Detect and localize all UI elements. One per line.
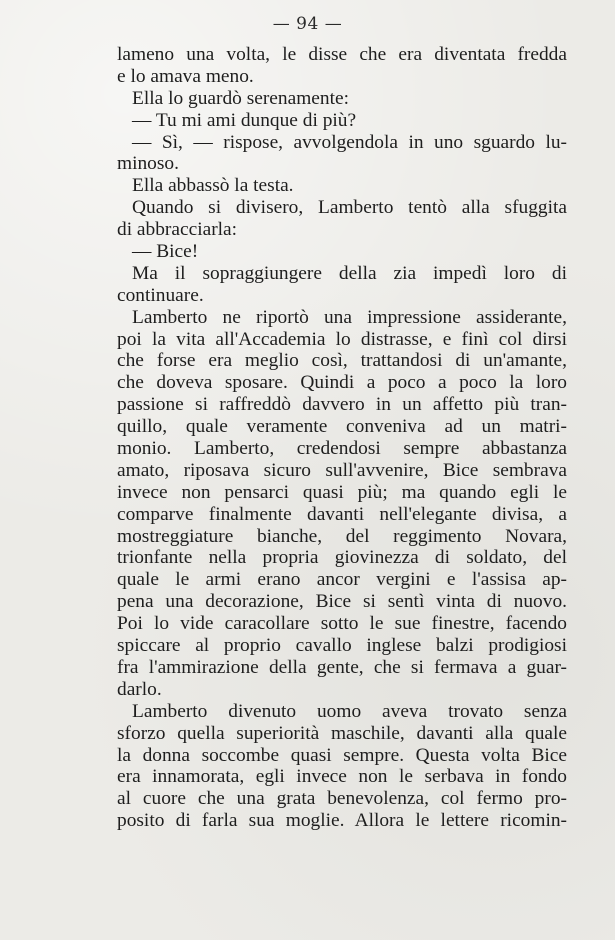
text-line: e lo amava meno.	[117, 65, 254, 87]
text-line: invece non pensarci quasi più; ma quando egli le	[117, 481, 567, 503]
text-line: monio. Lamberto, credendosi sempre abbastanza	[117, 438, 567, 460]
text-line: mostreggiature bianche, del reggimento Novara,	[117, 525, 567, 547]
text-line: quale le armi erano ancor vergini e l'assisa ap-	[117, 569, 567, 591]
text-line: fra l'ammirazione della gente, che si fermava a guar-	[117, 656, 567, 678]
text-line: Poi lo vide caracollare sotto le sue finestre, facendo	[117, 613, 567, 635]
body-text	[117, 44, 567, 832]
text-line: amato, riposava sicuro sull'avvenire, Bice sembrava	[117, 459, 567, 481]
text-line: di abbracciarla:	[117, 219, 238, 241]
text-line: che forse era meglio così, trattandosi di un'amante,	[117, 350, 567, 372]
text-line: al cuore che una grata benevolenza, col fermo pro-	[117, 788, 567, 810]
text-line: continuare.	[117, 284, 204, 306]
text-line: darlo.	[117, 678, 162, 700]
text-line: era innamorata, egli invece non le serbava in fondo	[117, 766, 567, 788]
page-number: — 94 —	[272, 14, 343, 34]
text-line: Quando si divisero, Lamberto tentò alla sfuggita	[132, 197, 567, 219]
text-line: lameno una volta, le disse che era diventata fredda	[117, 44, 567, 65]
text-line: posito di farla sua moglie. Allora le lettere ricomin-	[117, 810, 567, 832]
text-line: sforzo quella superiorità maschile, davanti alla quale	[117, 722, 567, 744]
text-line: passione si raffreddò davvero in un affetto più tran-	[117, 394, 567, 416]
text-line: comparve finalmente davanti nell'elegante divisa, a	[117, 503, 567, 525]
text-line: la donna soccombe quasi sempre. Questa volta Bice	[117, 744, 567, 766]
text-line: Ella lo guardò serenamente:	[132, 87, 349, 109]
text-line: trionfante nella propria giovinezza di soldato, del	[117, 547, 567, 569]
text-line: minoso.	[117, 153, 179, 175]
text-line: Ella abbassò la testa.	[132, 175, 294, 197]
text-line: — Sì, — rispose, avvolgendola in uno sguardo lu-	[132, 131, 567, 153]
text-line: che doveva sposare. Quindi a poco a poco la loro	[117, 372, 567, 394]
text-line: — Bice!	[132, 241, 199, 263]
text-line: pena una decorazione, Bice si sentì vinta di nuovo.	[117, 591, 567, 613]
text-line: spiccare al proprio cavallo inglese balzi prodigiosi	[117, 635, 567, 657]
text-line: poi la vita all'Accademia lo distrasse, e finì col dirsi	[117, 328, 567, 350]
text-line: quillo, quale veramente conveniva ad un matri-	[117, 416, 567, 438]
text-line: Lamberto ne riportò una impressione assiderante,	[132, 306, 567, 328]
text-line: Ma il sopraggiungere della zia impedì loro di	[132, 262, 567, 284]
text-line: — Tu mi ami dunque di più?	[132, 109, 357, 131]
text-line: Lamberto divenuto uomo aveva trovato senza	[132, 700, 567, 722]
